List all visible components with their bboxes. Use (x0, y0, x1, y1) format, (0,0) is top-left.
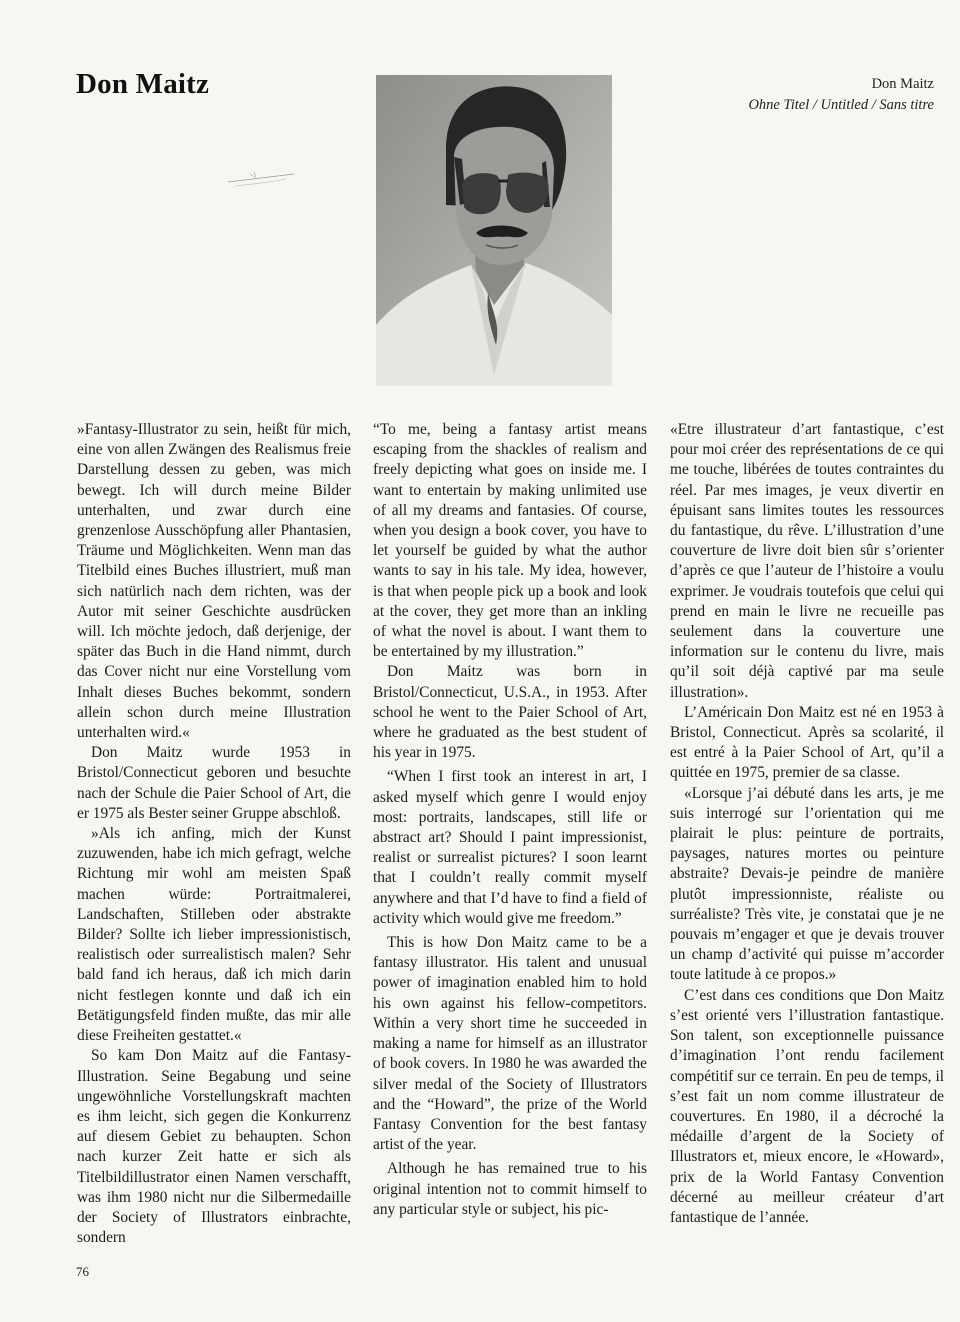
artwork-caption (634, 74, 934, 116)
english-paragraph: Although he has remained true to his original intention not to commit himself to any particular style or subject, his pic- (373, 1160, 647, 1218)
german-paragraph: »Fantasy-Illustrator zu sein, heißt für mich, eine von allen Zwängen des Realismus freie Darstellung dessen zu geben, was mich bewegt. Ich will durch meine Bilder unterhalten, und zwar durch eine grenzenlose Ausschöpfung aller Phantasien, Träume und Möglichkeiten. Wenn man das Titelbild eines Buches illustriert, muß man sich natürlich nach dem richten, was der Autor mit seiner Geschichte ausdrücken will. Ich möchte jedoch, daß derjenige, der später das Buch in die Hand nimmt, durch das Cover nicht nur eine Vorstellung vom Inhalt dieses Buches bekommt, sondern allein schon durch meine Illustration unterhalten wird.« (77, 421, 351, 742)
english-paragraph: Don Maitz was born in Bristol/Connecticut, U.S.A., in 1953. After school he went to the Paier School of Art, where he graduated as the best student of his year in 1975. (373, 663, 647, 762)
english-paragraph: “When I first took an interest in art, I asked myself which genre I would enjoy most: portraits, landscapes, still life or abstract art? Should I paint impressionist, realist or surrealist pictures? I soon learnt that I couldn’t really commit myself anywhere and that I’d have to find a field of activity which would give me freedom.” (373, 768, 647, 927)
french-paragraph: «Etre illustrateur d’art fantastique, c’est pour moi créer des représentations de ce qui me touche, libérées de toutes contraintes du réel. Par mes images, je veux divertir en épuisant sans limites toutes les ressources du fantastique, du rêve. L’illustration d’une couverture de livre doit bien sûr s’orienter d’après ce que l’auteur de l’histoire a voulu exprimer. Je voudrais toutefois que celui qui prend en main le livre ne recueille pas seulement dans la couverture une information sur le contenu du livre, mais qu’il soit déjà captivé par ma seule illustration». (670, 421, 944, 701)
english-paragraph: This is how Don Maitz came to be a fantasy illustrator. His talent and unusual power of imagination enabled him to hold his own against his fellow-competitors. Within a very short time he succeeded in making a name for himself as an illustrator of book covers. In 1980 he was awarded the silver medal of the Society of Illustrators and the “Howard”, the prize of the World Fantasy Convention for the best fantasy artist of the year. (373, 934, 647, 1154)
french-paragraph: C’est dans ces conditions que Don Maitz s’est orienté vers l’illustration fantastique. Son talent, son exceptionnelle puissance d’imagination l’ont rendu facilement compétitif sur ce terrain. En peu de temps, il s’est fait un nom comme illustrateur de couvertures. En 1980, il a décroché la médaille d’argent de la Society of Illustrators et, mieux encore, le «Howard», prix de la World Fantasy Convention décerné au meilleur créateur d’art fantastique de l’année. (670, 986, 944, 1226)
caption-artist-name: Don Maitz (871, 76, 934, 92)
french-text-column (670, 420, 944, 1228)
pencil-mark (226, 166, 298, 194)
page-title: Don Maitz (76, 68, 210, 100)
artist-portrait-photo (376, 75, 612, 386)
english-paragraph: “To me, being a fantasy artist means escaping from the shackles of realism and freely depicting what goes on inside me. I want to entertain by making unlimited use of all my dreams and fantasies. Of course, when you design a book cover, you have to let yourself be guided by what the author wants to say in his tale. My idea, however, is that when people pick up a book and look at the cover, they get more than an inkling of what the novel is about. I want them to be entertained by my illustration.” (373, 421, 647, 661)
portrait-image (376, 75, 612, 386)
german-paragraph: Don Maitz wurde 1953 in Bristol/Connecticut geboren und besuchte nach der Schule die Paier School of Art, die er 1975 als Bester seiner Gruppe abschloß. (77, 744, 351, 822)
page-number: 76 (76, 1264, 89, 1279)
french-paragraph: L’Américain Don Maitz est né en 1953 à Bristol, Connecticut. Après sa scolarité, il est entré à la Paier School of Art, qu’il a quittée en 1975, premier de sa classe. (670, 703, 944, 782)
german-paragraph: »Als ich anfing, mich der Kunst zuzuwenden, habe ich mich gefragt, welche Richtung mir wohl am meisten Spaß machen würde: Portraitmalerei, Landschaften, Stilleben oder abstrakte Bilder? Sollte ich lieber impressionistisch, realistisch oder surrealistisch malen? Sehr bald fand ich heraus, daß ich mich darin nicht festlegen konnte und daß ich ein Betätigungsfeld finden mußte, das mir alle diese Freiheiten gestattet.« (77, 825, 351, 1045)
english-text-column (373, 420, 647, 1220)
french-paragraph: «Lorsque j’ai débuté dans les arts, je me suis interrogé sur l’orientation qui me plairait le plus: peinture de portraits, paysages, natures mortes ou peinture abstraite? Devais-je peindre de manière plutôt impressionniste, réaliste ou surréaliste? Très vite, je constatai que je ne pouvais m’engager et que je devais trouver un champ d’activité qui puisse m’accorder toute latitude à ce propos.» (670, 784, 944, 984)
german-paragraph: So kam Don Maitz auf die Fantasy-Illustration. Seine Begabung und seine ungewöhnliche Vorstellungskraft machten es ihm leicht, sich gegen die Konkurrenz auf diesem Gebiet zu behaupten. Schon nach kurzer Zeit hatte er sich als Titelbildillustrator einen Namen verschafft, was ihm 1980 nicht nur die Silbermedaille der Society of Illustrators einbrachte, sondern (77, 1047, 351, 1247)
caption-artwork-title: Ohne Titel / Untitled / Sans titre (748, 97, 934, 113)
german-text-column (77, 420, 351, 1248)
